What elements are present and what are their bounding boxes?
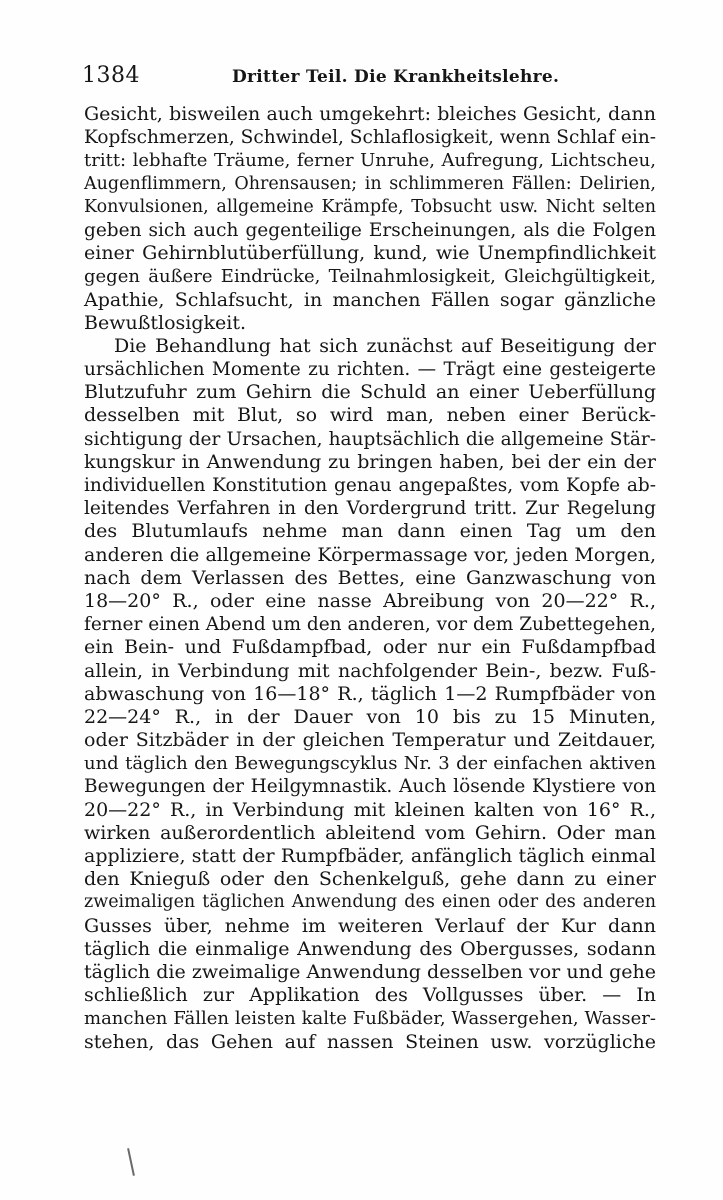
page-number: 1384 [82,63,140,88]
text-line: Konvulsionen, allgemeine Krämpfe, Tobsucht usw. Nicht selten [84,196,656,217]
text-line: Apathie, Schlafsucht, in manchen Fällen sogar gänzliche [84,288,656,311]
text-line: zweimaligen täglichen Anwendung des einen oder des anderen [84,892,656,913]
text-line: ursächlichen Momente zu richten. — Trägt eine gesteigerte [84,359,656,381]
text-line: Augenflimmern, Ohrensausen; in schlimmeren Fällen: Delirien, [84,173,656,194]
text-line: 18—20° R., oder eine nasse Abreibung von 20—22° R., [84,589,656,612]
text-line: sichtigung der Ursachen, hauptsächlich die allgemeine Stär- [84,428,656,450]
text-line: täglich die einmalige Anwendung des Obergusses, sodann [84,937,656,960]
text-line: und täglich den Bewegungscyklus Nr. 3 der einfachen aktiven [84,753,656,775]
text-line: Kopfschmerzen, Schwindel, Schlaflosigkeit, wenn Schlaf ein- [84,127,656,149]
running-head [82,62,656,92]
text-line: individuellen Konstitution genau angepaßtes, vom Kopfe ab- [84,475,656,496]
text-line: Blutzufuhr zum Gehirn die Schuld an einer Ueberfüllung [84,381,656,404]
text-line: einer Gehirnblutüberfüllung, kund, wie Unempfindlichkeit [84,242,656,265]
text-line: Bewußtlosigkeit. [84,311,247,334]
text-line: Die Behandlung hat sich zunächst auf Beseitigung der [114,334,656,357]
text-line: anderen die allgemeine Körpermassage vor, jeden Morgen, [84,543,656,566]
text-line: des Blutumlaufs nehme man dann einen Tag um den [84,520,656,543]
text-line: ferner einen Abend um den anderen, vor dem Zubettegehen, [84,614,657,636]
text-line: den Knieguß oder den Schenkelguß, gehe dann zu einer [84,868,656,891]
running-title: Dritter Teil. Die Krankheitslehre. [232,67,560,87]
text-line: 22—24° R., in der Dauer von 10 bis zu 15 Minuten, [84,705,656,728]
text-line: manchen Fällen leisten kalte Fußbäder, Wassergehen, Wasser- [84,1008,656,1030]
text-line: tritt: lebhafte Träume, ferner Unruhe, Aufregung, Lichtscheu, [84,150,656,172]
text-line: 20—22° R., in Verbindung mit kleinen kalten von 16° R., [84,798,656,821]
text-line: nach dem Verlassen des Bettes, eine Ganzwaschung von [84,566,656,589]
text-line: kungskur in Anwendung zu bringen haben, bei der ein der [84,450,656,473]
text-line: gegen äußere Eindrücke, Teilnahmlosigkeit, Gleichgültigkeit, [84,266,656,288]
text-line: Gesicht, bisweilen auch umgekehrt: bleiches Gesicht, dann [84,103,656,125]
scan-mark [127,1148,135,1176]
text-line: desselben mit Blut, so wird man, neben einer Berück- [84,404,656,427]
text-line: Bewegungen der Heilgymnastik. Auch lösende Klystiere von [84,776,656,798]
text-line: leitendes Verfahren in den Vordergrund tritt. Zur Regelung [84,498,656,520]
text-line: stehen, das Gehen auf nassen Steinen usw. vorzügliche [84,1030,656,1053]
text-line: täglich die zweimalige Anwendung desselben vor und gehe [84,960,656,983]
text-line: appliziere, statt der Rumpfbäder, anfänglich täglich einmal [84,845,656,867]
text-line: Gusses über, nehme im weiteren Verlauf der Kur dann [84,914,656,937]
body-text [84,103,656,1054]
text-line: schließlich zur Applikation des Vollgusses über. — In [84,984,656,1007]
text-line: oder Sitzbäder in der gleichen Temperatur und Zeitdauer, [84,729,656,752]
text-line: allein, in Verbindung mit nachfolgender Bein-, bezw. Fuß- [84,659,656,682]
text-line: abwaschung von 16—18° R., täglich 1—2 Rumpfbäder von [84,682,656,705]
text-line: geben sich auch gegenteilige Erscheinungen, als die Folgen [84,219,656,241]
text-line: ein Bein- und Fußdampfbad, oder nur ein Fußdampfbad [84,636,656,659]
text-line: wirken außerordentlich ableitend vom Gehirn. Oder man [84,821,656,844]
